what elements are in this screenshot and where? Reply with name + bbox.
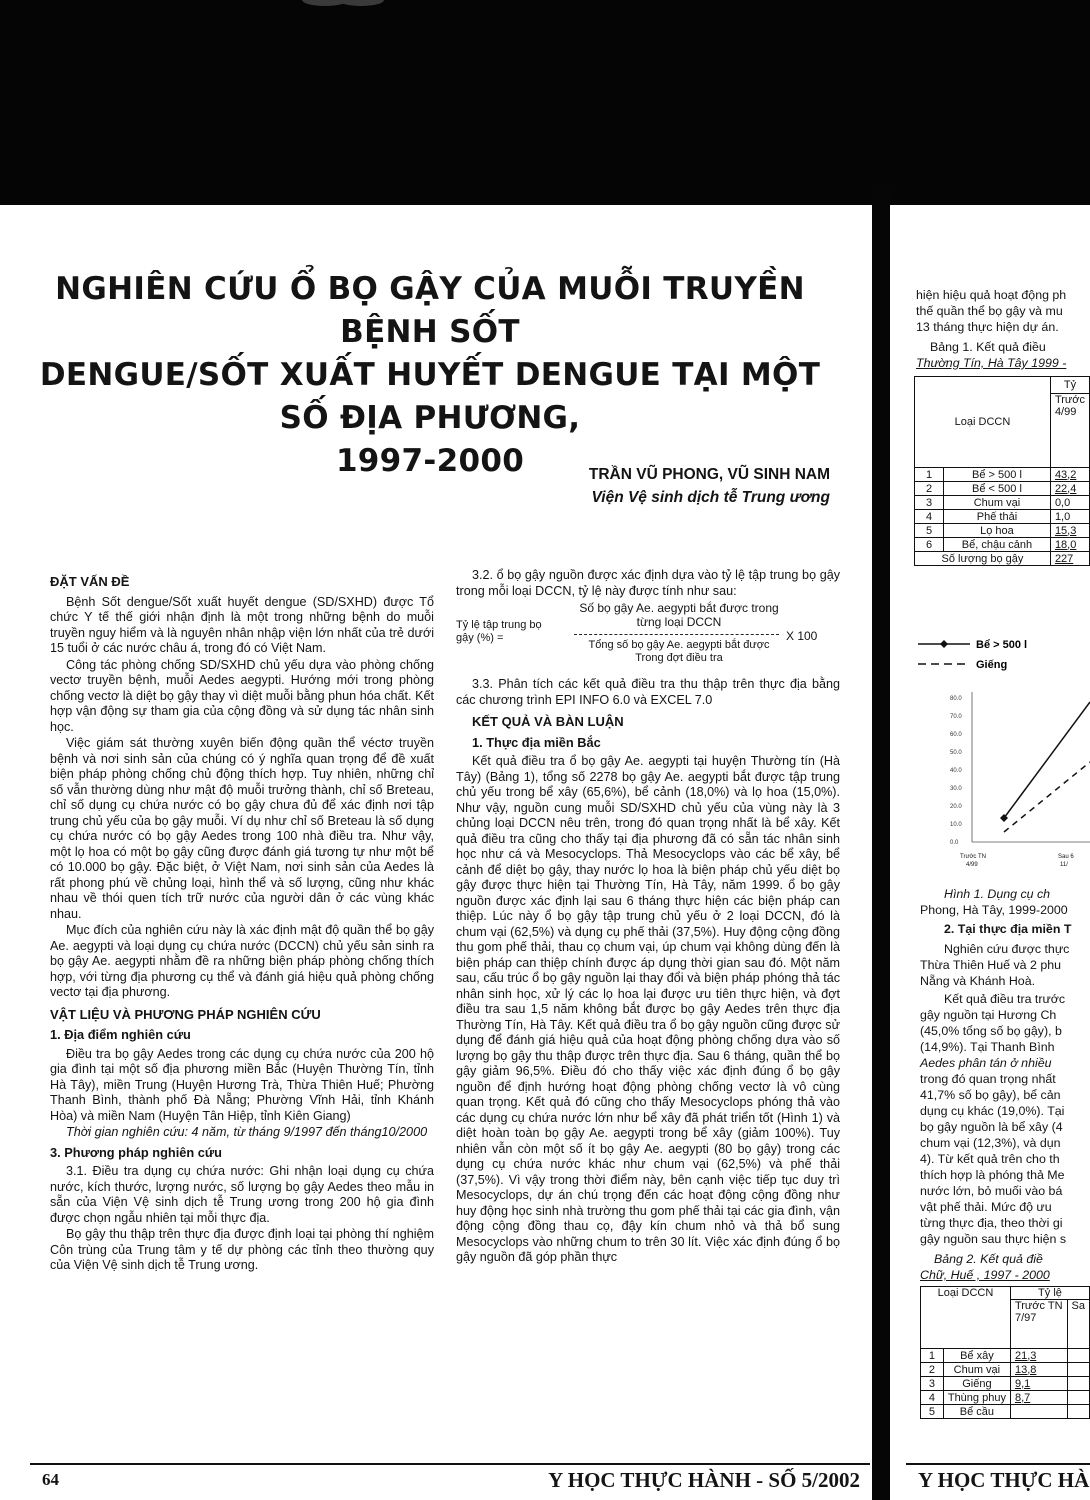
table-header-cell [1010, 1300, 1067, 1349]
table-cell: 2 [915, 482, 944, 496]
text-line: Thừa Thiên Huế và 2 phu [920, 958, 1062, 972]
table-cell: Phế thải [944, 510, 1051, 524]
table1-caption-location: Thường Tín, Hà Tây 1999 - [916, 356, 1067, 370]
page-gutter-shadow [872, 185, 890, 1500]
table-cell [1067, 1363, 1089, 1377]
y-tick-label: 70.0 [950, 714, 962, 720]
header-before: Trước [1054, 394, 1085, 407]
section-heading-intro: ĐẶT VẤN ĐỀ [50, 574, 130, 589]
table-cell: 8,7 [1010, 1391, 1067, 1405]
legend-label-be500: Bể > 500 l [976, 639, 1028, 651]
paragraph: Mục đích của nghiên cứu này là xác định mật độ quần thể bọ gậy Ae. aegypti và loại dụng cụ chứa nước (DCCN) chủ yếu sản sinh ra bọ gậy Ae. aegypti nhằm đề ra những biện pháp phòng chống thích hợp, với từng địa phương cụ thể và đánh giá hiệu quả phòng chống vectơ tại địa phương. [50, 923, 434, 999]
series-line-gieng [1004, 762, 1090, 832]
table-cell: 5 [915, 524, 944, 538]
table-cell: 4 [915, 510, 944, 524]
table-cell: 18,0 [1050, 538, 1089, 552]
authors: TRẦN VŨ PHONG, VŨ SINH NAM [588, 466, 830, 483]
text-line: thích hợp là phóng thả Me [920, 1168, 1065, 1182]
table-cell [1067, 1405, 1089, 1419]
journal-name-facing: Y HỌC THỰC HÀ [918, 1468, 1090, 1492]
table-cell: 3 [921, 1377, 944, 1391]
table-cell [1010, 1405, 1067, 1419]
text-line: Nghiên cứu được thực [944, 942, 1070, 956]
subsection-heading-north: 1. Thực địa miền Bắc [472, 734, 601, 750]
text-line: hiện hiệu quả hoạt động ph [916, 288, 1067, 302]
section-heading-results: KẾT QUẢ VÀ BÀN LUẬN [472, 714, 624, 729]
text-line: Kết quả điều tra trước [944, 992, 1066, 1006]
table-cell: Thùng phuy [943, 1391, 1010, 1405]
text-line: Nẵng và Khánh Hoà. [920, 974, 1036, 988]
table-cell: 0,0 [1050, 496, 1089, 510]
paragraph: Điều tra bọ gậy Aedes trong các dụng cụ chứa nước của 200 hộ gia đình tại một số địa phương miền Bắc (Huyện Thường Tín, tỉnh Hà Tây), miền Trung (Huyện Hương Trà, Thừa Thiên Huế; Phường Thanh Bình, thành phố Đà Nẵng; Phường Vĩnh Hải, tỉnh Khánh Hòa) và miền Nam (Huyện Tân Hiệp, tỉnh Kiên Giang) [50, 1046, 434, 1123]
affiliation: Viện Vệ sinh dịch tễ Trung ương [591, 489, 830, 506]
table-cell: Bể < 500 l [944, 482, 1051, 496]
table-header-cell: Tỷ lệ [1010, 1287, 1089, 1300]
title-line: DENGUE/SỐT XUẤT HUYẾT DENGUE TẠI MỘT SỐ ĐỊA PHƯƠNG, [39, 357, 821, 436]
table1-caption: Bảng 1. Kết quả điều [930, 340, 1046, 354]
paragraph: Công tác phòng chống SD/SXHD chủ yếu dựa vào phòng chống vectơ truyền bệnh, muỗi Aedes aegypti. Hướng mới trong phòng chống vectơ là diệt bọ gậy thay vì diệt muỗi bằng phun hóa chất. Kết hợp vận động sự tham gia của cộng đồng và sử dụng tác nhân sinh học. [50, 657, 434, 734]
table-cell: Lọ hoa [944, 524, 1051, 538]
journal-name: Y HỌC THỰC HÀNH - SỐ 5/2002 [548, 1468, 860, 1492]
table-cell: 15,3 [1050, 524, 1089, 538]
table-header-cell: Loại DCCN [915, 377, 1051, 468]
table-cell: 3 [915, 496, 944, 510]
subsection-heading: 2. Tại thực địa miền T [944, 922, 1072, 936]
text-line: nước lớn, bỏ muối vào bá [920, 1184, 1063, 1198]
footer-rule [906, 1463, 1090, 1465]
table-cell [1067, 1377, 1089, 1391]
paragraph: 3.2. ổ bọ gậy nguồn được xác định dựa vào tỷ lệ tập trung bọ gậy trong mỗi loại DCCN, tỷ lệ này được tính như sau: [456, 568, 840, 598]
text-line: từng thực địa, theo thời gi [920, 1216, 1063, 1230]
formula-multiplier: X 100 [786, 629, 818, 643]
table-cell [1067, 1349, 1089, 1363]
table-cell: 1 [921, 1349, 944, 1363]
table-cell: 4 [921, 1391, 944, 1405]
table2-caption: Bảng 2. Kết quả điề [934, 1252, 1043, 1266]
paragraph: 3.1. Điều tra dụng cụ chứa nước: Ghi nhận loại dụng cụ chứa nước, kích thước, lượng nước, số lượng bọ gậy Aedes theo mẫu in sẵn của Viện Vệ sinh dịch tễ Trung ương trong 200 hộ gia đình được chọn ngẫu nhiên tại mỗi thực địa. [50, 1164, 434, 1225]
text-line: thế quần thể bọ gậy và mu [916, 304, 1063, 318]
table-cell: 22,4 [1050, 482, 1089, 496]
figure-caption: Phong, Hà Tây, 1999-2000 [920, 903, 1068, 917]
figure-1 [914, 632, 1090, 852]
section-heading-methods: VẬT LIỆU VÀ PHƯƠNG PHÁP NGHIÊN CỨU [50, 1006, 321, 1022]
table-cell: Bể, chậu cảnh [944, 538, 1051, 552]
y-tick-label: 20.0 [950, 804, 962, 810]
table-cell: 43,2 [1050, 468, 1089, 482]
table-cell: 21,3 [1010, 1349, 1067, 1363]
text-line: 13 tháng thực hiện dự án. [916, 320, 1059, 334]
paragraph: 3.3. Phân tích các kết quả điều tra thu thập trên thực địa bằng các chương trình EPI INFO 6.0 và EXCEL 7.0 [456, 677, 840, 707]
figure-caption: Hình 1. Dụng cụ ch [944, 887, 1051, 901]
scan-dark-header [0, 0, 1090, 205]
table-cell: 1,0 [1050, 510, 1089, 524]
text-line: 4). Từ kết quả trên cho th [920, 1152, 1060, 1166]
x-tick-label: Trước TN [960, 854, 986, 860]
text-line: (14,9%). Tại Thanh Bình [920, 1040, 1055, 1054]
scan-artifact [338, 0, 384, 6]
table-cell: 2 [921, 1363, 944, 1377]
table-header-cell: Loại DCCN [921, 1287, 1011, 1349]
paragraph: Bọ gậy thu thập trên thực địa được định loại tại phòng thí nghiệm Côn trùng của Trung tâm y tế dự phòng các tỉnh theo thường quy của Viện Vệ sinh dịch tễ Trung ương. [50, 1227, 434, 1272]
table-header-cell: Tỷ [1050, 377, 1089, 394]
y-tick-label: 10.0 [950, 822, 962, 828]
series-line-be500 [1004, 702, 1090, 818]
left-column [50, 568, 434, 1275]
formula-numerator: Số bọ gậy Ae. aegypti bắt được trong từng loại DCCN [579, 601, 779, 629]
table-cell: Bể > 500 l [944, 468, 1051, 482]
text-line: bọ gậy nguồn là bể xây (4 [920, 1120, 1063, 1134]
text-line: dụng cụ khác (19,0%). Tại [920, 1104, 1065, 1118]
table-2 [920, 1286, 1090, 1419]
table-cell: 13,8 [1010, 1363, 1067, 1377]
page-number: 64 [42, 1470, 59, 1489]
y-tick-label: 0.0 [950, 840, 959, 846]
title-line: 1997-2000 [335, 443, 525, 479]
subsection-heading-site: 1. Địa điểm nghiên cứu [50, 1027, 191, 1042]
paragraph: Bệnh Sốt dengue/Sốt xuất huyết dengue (SD/SXHD) được Tổ chức Y tế thế giới nhận định là một trong những bệnh do muỗi truyền nguy hiểm và là nguyên nhân nhập viện lớn nhất của trẻ dưới 15 tuổi ở các nước châu á, trong đó có Việt Nam. [50, 594, 434, 655]
table-cell: 6 [915, 538, 944, 552]
y-tick-label: 80.0 [950, 696, 962, 702]
text-line: gậy nguồn tại Hương Ch [920, 1008, 1057, 1022]
y-tick-label: 50.0 [950, 750, 962, 756]
formula-denominator: Tổng số bọ gậy Ae. aegypti bắt được Trong đợt điều tra [588, 639, 770, 664]
text-line: vật phế thải. Mức độ ưu [920, 1200, 1052, 1214]
subsection-heading-method: 3. Phương pháp nghiên cứu [50, 1144, 222, 1160]
header-before: Trước TN [1014, 1300, 1063, 1312]
paragraph: Việc giám sát thường xuyên biến động quần thể véctơ truyền bệnh và nơi sinh sản của chúng có ý nghĩa quan trọng để đề xuất biện pháp phòng chống chủ động thích hợp. Tuy nhiên, những chỉ số vẫn thường dùng như mật độ muỗi trưởng thành, chỉ số Breteau, chỉ số dụng cụ chứa nước có bọ gậy chưa đủ để xác định nơi tập trung chủ yếu của bọ gậy muỗi. Ví dụ như chỉ số Breteau là số dụng cụ chứa nước có bọ gậy Aedes trong 100 nhà điều tra. Như vậy, một lọ hoa có một bọ gậy cũng được đánh giá tương tự như một bể có 10.000 bọ gậy. Đặc biệt, ở Việt Nam, nơi sinh sản của Aedes là rất phong phú về chủng loại, hình thể và số lượng, cũng như khác nhau về thói quen tích trữ nước của người dân ở các vùng khác nhau. [50, 736, 434, 921]
legend-marker-be500 [940, 640, 948, 648]
table-cell: Bể xây [943, 1349, 1010, 1363]
paragraph: Kết quả điều tra ổ bọ gậy Ae. aegypti tại huyện Thường tín (Hà Tây) (Bảng 1), tổng số 2278 bọ gậy Ae. aegypti bắt được tập trung chủ yếu trong bể xây (65,6%), bể cảnh (18,0%) và lọ hoa (15,0%). Như vậy, nguồn cung muỗi SD/SXHD chủ yếu của vùng này là 3 chủng loại DCCN nêu trên, trong đó quan trọng nhất là bể xây. Kết quả điều tra cũng cho thấy tại địa phương đã có sẵn tác nhân sinh học như cá và Mesocyclops. Thả Mesocyclops vào các bể xây, bể cảnh để diệt bọ gậy, thay nước lọ hoa là biện pháp chủ yếu diệt bọ gậy được thực hiện tại Thường Tín, Hà Tây, năm 1999. ổ bọ gậy nguồn được xác định lại sau 6 tháng thực hiện các biện pháp can thiệp. Lúc này ổ bọ gậy tập trung chủ yếu ở 2 loại DCCN, đó là chum vại (62,5%) và dụng cụ phế thải (37,5%). Huy động cộng đồng thu gom phế thải, thau cọ chum vại, úp chum vại không dùng đến là biện pháp can thiệp chính được áp dụng thời gian sau đó. Một năm sau, cấu trúc ổ bọ gậy nguồn lại thay đổi và biện pháp phóng thả tác nhân sinh học, xử lý các lọ hoa lại được ưu tiên thực hiện, và đợt điều tra sau 1,5 năm không bắt được bọ gậy Aedes trên thực địa Thường Tín, Hà Tây. Kết quả điều tra ổ bọ gậy nguồn cũng được sử dụng để đánh giá hiệu quả của hoạt động phòng chống dựa vào số lượng bọ gậy thu thập được trên thực địa. Sau 6 tháng, quần thể bọ gậy giảm 96,5%. Điều đó cho thấy việc xác định đúng ổ bọ gậy nguồn để định hướng hoạt động phòng chống vectơ là vô cùng quan trọng. Kết quả đó cũng cho thấy Mesocyclops phóng thả vào các dụng cụ chứa nước lớn như bể xây đã phát triển tốt (Hình 1) và diệt hoàn toàn bọ gậy Ae. aegypti trong bể xây (giảm 100%). Tuy nhiên vẫn còn một số ít bọ gậy Ae. aegypti (80 bọ gậy) trong các dụng cụ chứa nước khác như chum vại (62,5%) và phế thải (37,5%). Vì vậy trong thời điểm này, bên cạnh việc tiếp tục duy trì Mesocyclops, dự án chú trọng đến các hoạt động cộng đồng như huy động học sinh nhà trường thu gom phế thải tại các gia đình, vận động cộng đồng thau cọ, đậy kín chum nhỏ và thả bổ sung Mesocyclops vào những chum to trên 30 lít. Việc xác định đúng ổ bọ gậy nguồn đã góp phần thực [456, 754, 840, 1264]
x-tick-label: 11/ [1060, 862, 1068, 868]
formula [456, 601, 840, 673]
table-cell: Chum vại [943, 1363, 1010, 1377]
x-tick-label: Sau 6 [1058, 854, 1074, 860]
text-line: Aedes phân tán ở nhiều [920, 1056, 1052, 1070]
y-tick-label: 30.0 [950, 786, 962, 792]
x-tick-label: 4/99 [966, 862, 978, 868]
table2-caption-location: Chữ, Huế , 1997 - 2000 [920, 1268, 1050, 1282]
table-cell: 9,1 [1010, 1377, 1067, 1391]
fraction-line [574, 634, 779, 635]
footer-rule [30, 1463, 870, 1465]
table-cell: 5 [921, 1405, 944, 1419]
y-tick-label: 60.0 [950, 732, 962, 738]
y-tick-label: 40.0 [950, 768, 962, 774]
text-line: gậy nguồn sau thực hiện s [920, 1232, 1067, 1246]
table-1 [914, 376, 1090, 566]
legend-label-gieng: Giếng [976, 659, 1008, 671]
text-line: trong đó quan trọng nhất [920, 1072, 1056, 1086]
table-cell: 1 [915, 468, 944, 482]
table-cell: 227 [1050, 552, 1089, 566]
text-line: (45,0% tổng số bọ gậy), b [920, 1024, 1062, 1038]
table-cell: Chum vại [944, 496, 1051, 510]
table-cell: Giếng [943, 1377, 1010, 1391]
title-line: NGHIÊN CỨU Ổ BỌ GẬY CỦA MUỖI TRUYỀN BỆNH SỐT [55, 271, 805, 350]
header-date: 7/97 [1014, 1312, 1037, 1324]
header-date: 4/99 [1054, 406, 1077, 419]
text-line: 41,7% số bọ gậy), bể cản [920, 1088, 1061, 1102]
table-header-cell: Sa [1067, 1300, 1089, 1349]
right-column [456, 568, 840, 1267]
paper-title [30, 268, 830, 483]
formula-label: Tỷ lệ tập trung bọ gậy (%) = [456, 619, 542, 644]
table-cell [1067, 1391, 1089, 1405]
text-line: chum vại (12,3%), và dụn [920, 1136, 1061, 1150]
table-cell: Bể cầu [943, 1405, 1010, 1419]
table-header-cell [1050, 394, 1089, 468]
paragraph: Thời gian nghiên cứu: 4 năm, từ tháng 9/1997 đến tháng10/2000 [66, 1125, 428, 1139]
facing-page-fragment [890, 260, 1090, 1460]
table-cell: Số lượng bọ gậy [915, 552, 1051, 566]
